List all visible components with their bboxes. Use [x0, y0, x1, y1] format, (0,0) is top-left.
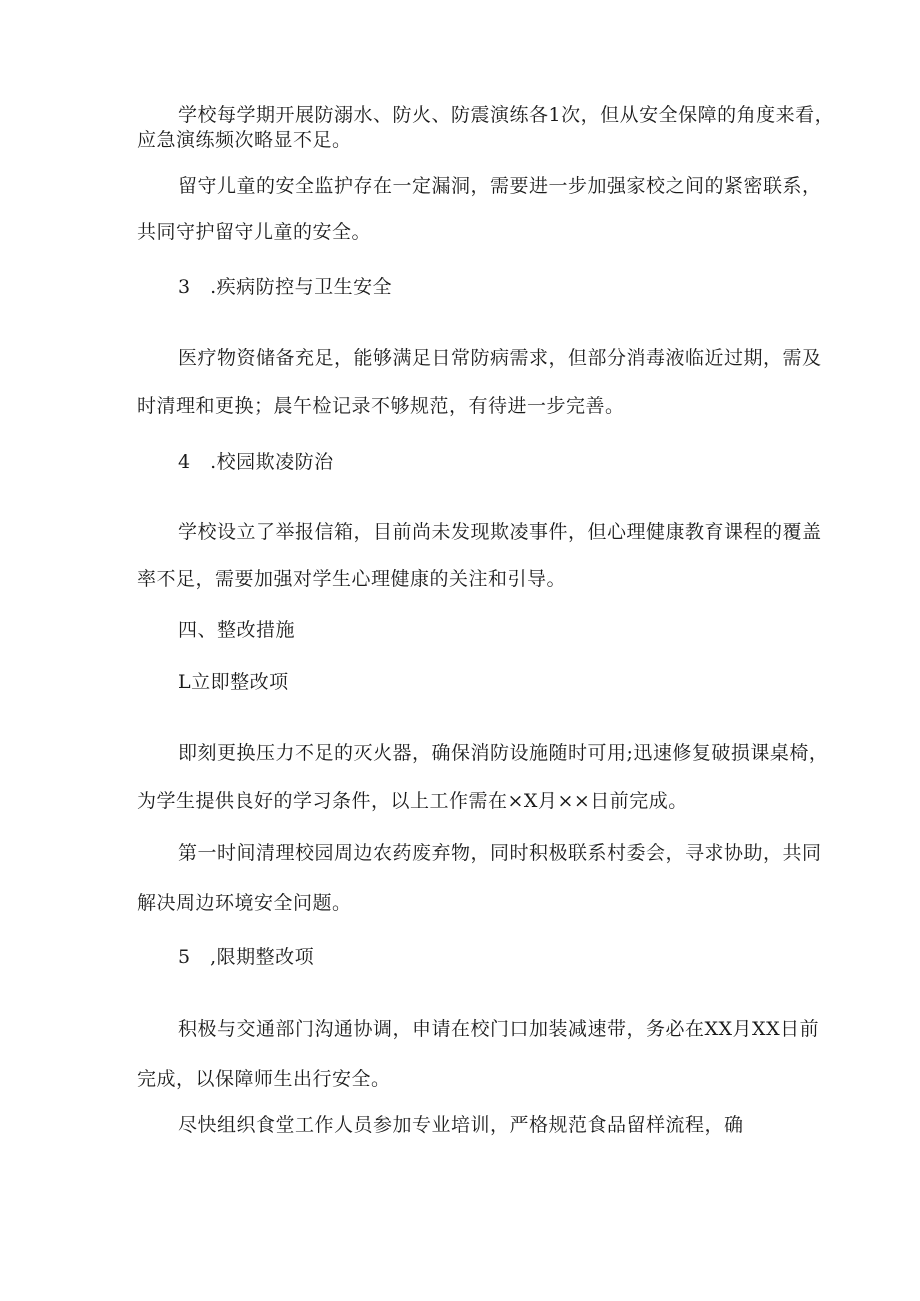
subheading-immediate-rectification: L立即整改项 — [178, 671, 289, 693]
paragraph-1-line-2: 应急演练频次略显不足。 — [137, 129, 352, 151]
section-heading-four: 四、整改措施 — [178, 619, 296, 641]
paragraph-3-line-2: 时清理和更换；晨午检记录不够规范，有待进一步完善。 — [137, 395, 625, 417]
paragraph-4-line-1: 学校设立了举报信箱，目前尚未发现欺凌事件，但心理健康教育课程的覆盖 — [178, 521, 822, 543]
paragraph-8-line-1: 尽快组织食堂工作人员参加专业培训，严格规范食品留样流程，确 — [178, 1114, 744, 1136]
paragraph-2-line-2: 共同守护留守儿童的安全。 — [137, 221, 372, 243]
paragraph-6-line-2: 解决周边环境安全问题。 — [137, 892, 352, 914]
paragraph-5-line-2: 为学生提供良好的学习条件，以上工作需在×X月××日前完成。 — [137, 790, 688, 812]
paragraph-7-line-2: 完成，以保障师生出行安全。 — [137, 1068, 391, 1090]
paragraph-7-line-1: 积极与交通部门沟通协调，申请在校门口加装减速带，务必在XX月XX日前 — [178, 1018, 820, 1040]
subheading-deadline-rectification: 5 ,限期整改项 — [178, 946, 315, 968]
section-heading-4: 4 .校园欺凌防治 — [178, 451, 334, 473]
section-heading-3: 3 .疾病防控与卫生安全 — [178, 276, 393, 298]
paragraph-5-line-1: 即刻更换压力不足的灭火器，确保消防设施随时可用;迅速修复破损课桌椅， — [178, 742, 829, 764]
paragraph-4-line-2: 率不足，需要加强对学生心理健康的关注和引导。 — [137, 568, 567, 590]
paragraph-6-line-1: 第一时间清理校园周边农药废弃物，同时积极联系村委会，寻求协助，共同 — [178, 842, 822, 864]
paragraph-2-line-1: 留守儿童的安全监护存在一定漏洞，需要进一步加强家校之间的紧密联系， — [178, 175, 822, 197]
paragraph-1-line-1: 学校每学期开展防溺水、防火、防震演练各1次，但从安全保障的角度来看， — [178, 104, 835, 126]
paragraph-3-line-1: 医疗物资储备充足，能够满足日常防病需求，但部分消毒液临近过期，需及 — [178, 347, 822, 369]
